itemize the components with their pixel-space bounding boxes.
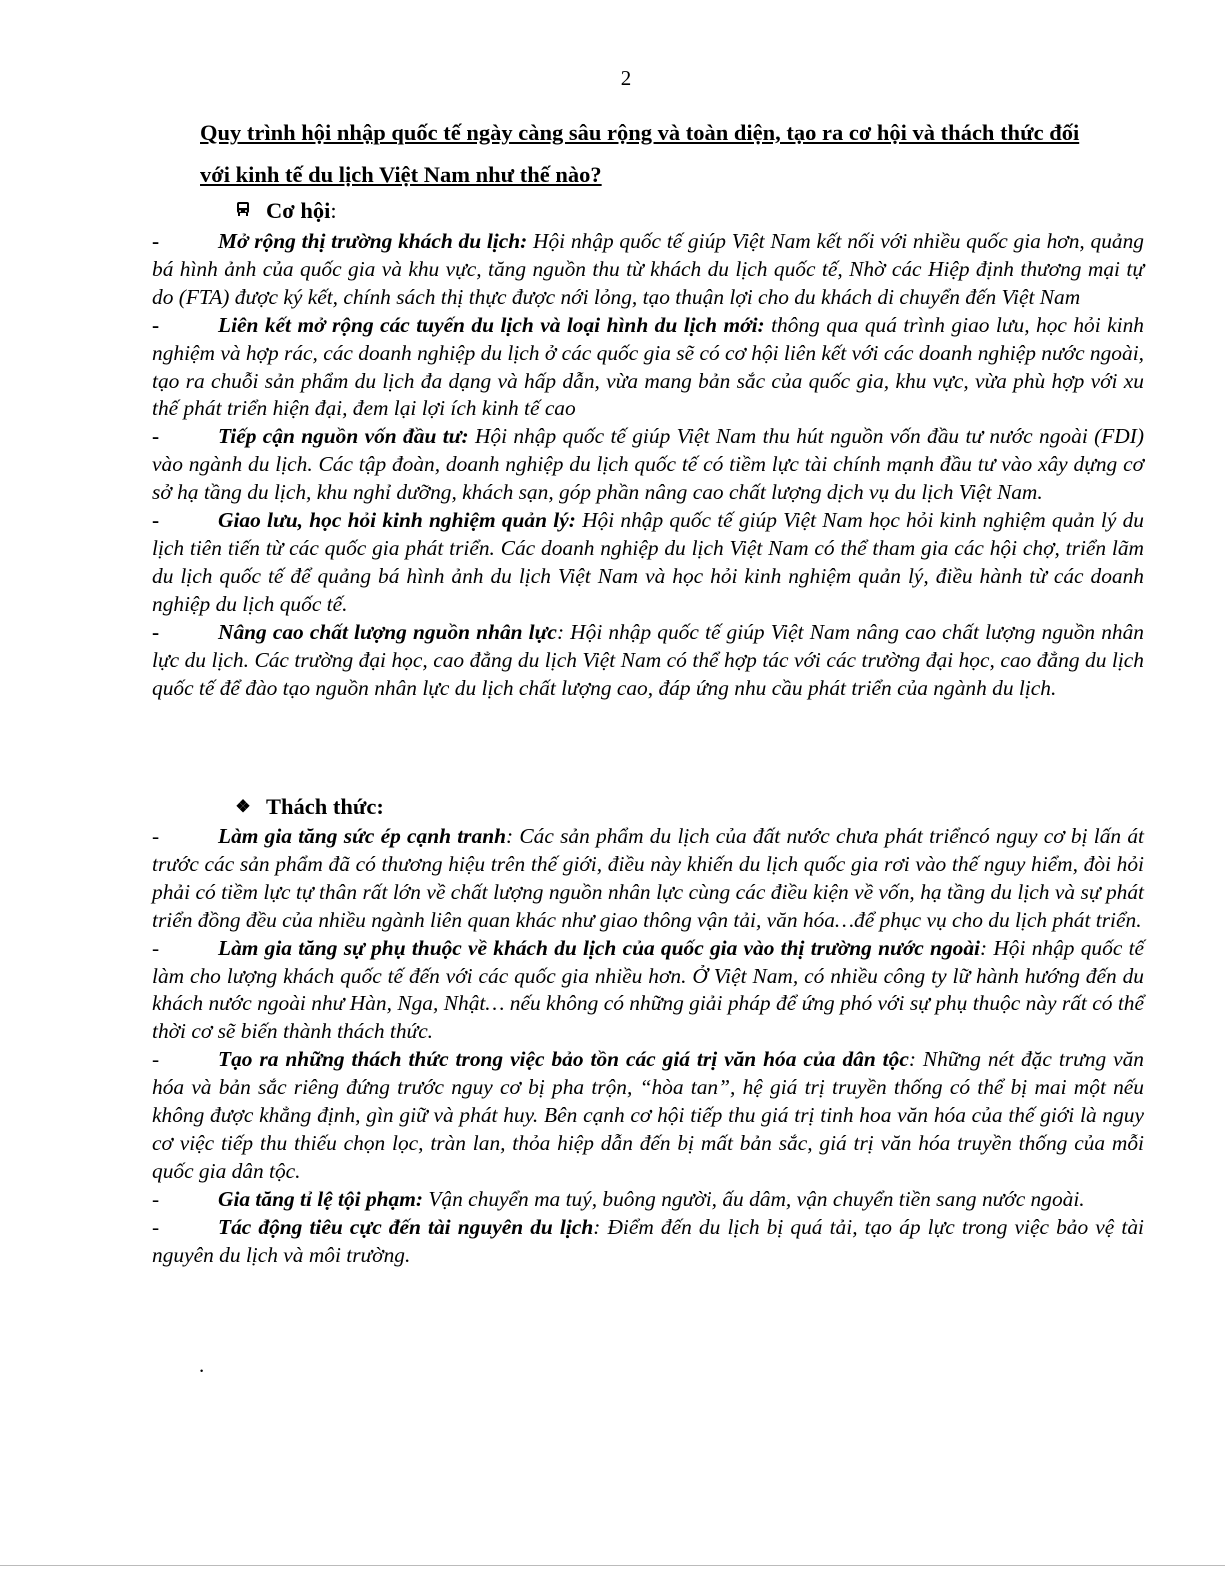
opportunities-item [152,228,1144,312]
document-title: Quy trình hội nhập quốc tế ngày càng sâu rộng và toàn diện, tạo ra cơ hội và thách thức đối với kinh tế du lịch Việt Nam như thế nào? [200,120,1080,187]
item-term: Giao lưu, học hỏi kinh nghiệm quản lý: [218,508,576,533]
page-number: 2 [620,66,632,90]
item-text: : Các sản phẩm du lịch của đất nước chưa phát triểncó nguy cơ bị lấn át trước các sản phẩm đã có thương hiệu trên thế giới, điều này khiến du lịch quốc gia rơi vào thế nguy hiểm, đòi hỏi phải có tiềm lực tự thân rất lớn về chất lượng nguồn nhân lực cùng các điều kiện về vốn, hạ tầng du lịch và sự phát triển đồng đều của nhiều ngành liên quan khác như giao thông vận tải, văn hóa…để phục vụ cho du lịch phát triển. [152,824,1144,932]
challenges-heading-label: Thách thức: [266,794,384,819]
opportunities-item [152,507,1144,619]
item-term: Tác động tiêu cực đến tài nguyên du lịch [218,1214,594,1239]
item-text: : Hội nhập quốc tế làm cho lượng khách quốc tế đến với các quốc gia nhiều hơn. Ở Việt Nam, có nhiều công ty lữ hành hướng đến du khách nước ngoài như Hàn, Nga, Nhật… nếu không có những giải pháp để ứng phó với sự phụ thuộc này rất có thể thời cơ sẽ biến thành thách thức. [152,935,1145,1044]
item-text: : Điểm đến du lịch bị quá tải, tạo áp lực trong việc bảo vệ tài nguyên du lịch và môi trường. [152,1214,1144,1267]
challenges-item [152,1046,1144,1186]
item-term: Tạo ra những thách thức trong việc bảo tồn các giá trị văn hóa của dân tộc [218,1047,909,1072]
item-term: Làm gia tăng sự phụ thuộc về khách du lịch của quốc gia vào thị trường nước ngoài [218,935,980,960]
item-dash: - [152,229,160,253]
challenges-item [152,823,1144,935]
opportunities-list [152,228,1144,702]
item-text: Hội nhập quốc tế giúp Việt Nam kết nối với nhiều quốc gia hơn, quảng bá hình ảnh của quốc gia và khu vực, tăng nguồn thu từ khách du lịch quốc tế, Nhờ các Hiệp định thương mại tự do (FTA) được ký kết, chính sách thị thực được nới lỏng, tạo thuận lợi cho du khách di chuyển đến Việt Nam [152,229,1144,309]
diamond-bullet-icon: ❖ [235,797,251,816]
opportunities-item [152,423,1144,507]
page-bottom-rule [0,1565,1225,1566]
item-text: Hội nhập quốc tế giúp Việt Nam học hỏi kinh nghiệm quản lý du lịch tiên tiến từ các quốc gia phát triển. Các doanh nghiệp du lịch Việt Nam có thể tham gia các hội chợ, triển lãm du lịch quốc tế để quảng bá hình ảnh du lịch Việt Nam và học hỏi kinh nghiệm quản lý, điều hành từ các doanh nghiệp du lịch quốc tế. [152,508,1144,616]
item-text: Vận chuyển ma tuý, buông người, ấu dâm, vận chuyển tiền sang nước ngoài. [423,1186,1085,1211]
opportunities-item [152,312,1144,424]
item-term: Mở rộng thị trường khách du lịch: [218,229,528,253]
item-term: Nâng cao chất lượng nguồn nhân lực [218,619,557,644]
challenges-item [152,1186,1144,1214]
item-dash: - [152,1214,160,1239]
item-term: Liên kết mở rộng các tuyến du lịch và loại hình du lịch mới: [218,312,765,337]
item-text: Hội nhập quốc tế giúp Việt Nam thu hút nguồn vốn đầu tư nước ngoài (FDI) vào ngành du lịch. Các tập đoàn, doanh nghiệp du lịch quốc tế có tiềm lực tài chính mạnh đầu tư vào xây dựng cơ sở hạ tầng du lịch, khu nghỉ dưỡng, khách sạn, góp phần nâng cao chất lượng dịch vụ du lịch Việt Nam. [152,424,1144,505]
item-dash: - [152,508,160,533]
item-dash: - [152,935,160,960]
challenges-list [152,823,1144,1270]
item-dash: - [152,619,160,644]
item-dash: - [152,824,160,848]
item-term: Gia tăng tỉ lệ tội phạm: [218,1186,424,1211]
challenges-item [152,935,1144,1047]
item-dash: - [152,1186,160,1211]
challenges-item [152,1214,1144,1270]
item-text: thông qua quá trình giao lưu, học hỏi kinh nghiệm và hợp rác, các doanh nghiệp du lịch ở các quốc gia sẽ có cơ hội liên kết với các doanh nghiệp nước ngoài, tạo ra chuỗi sản phẩm du lịch đa dạng và hấp dẫn, vừa mang bản sắc của quốc gia, khu vực, vừa phù hợp với xu thế phát triển hiện đại, đem lại lợi ích kinh tế cao [152,312,1144,421]
opportunities-heading-colon: : [330,198,337,223]
opportunities-heading-label: Cơ hội [266,198,331,223]
bus-icon [233,201,253,222]
item-dash: - [152,312,160,337]
item-term: Tiếp cận nguồn vốn đầu tư: [218,424,469,449]
opportunities-heading [233,198,337,224]
challenges-heading [233,794,384,820]
item-text: : Hội nhập quốc tế giúp Việt Nam nâng cao chất lượng nguồn nhân lực du lịch. Các trường đại học, cao đẳng du lịch Việt Nam có thể hợp tác với các trường đại học, cao đẳng du lịch quốc tế để đào tạo nguồn nhân lực du lịch chất lượng cao, đáp ứng nhu cầu phát triển của ngành du lịch. [152,619,1145,700]
item-text: : Những nét đặc trưng văn hóa và bản sắc riêng đứng trước nguy cơ bị pha trộn, “hòa tan”, hệ giá trị truyền thống có thể bị mai một nếu không được khẳng định, gìn giữ và phát huy. Bên cạnh cơ hội tiếp thu giá trị tinh hoa văn hóa của thế giới là nguy cơ việc tiếp thu thiếu chọn lọc, tràn lan, thỏa hiệp dẫn đến bị mất bản sắc, giá trị văn hóa truyền thống của mỗi quốc gia dân tộc. [152,1047,1144,1183]
opportunities-item [152,619,1144,703]
trailing-mark: . [199,1353,205,1377]
item-dash: - [152,424,160,449]
item-term: Làm gia tăng sức ép cạnh tranh [218,824,506,848]
item-dash: - [152,1047,160,1072]
